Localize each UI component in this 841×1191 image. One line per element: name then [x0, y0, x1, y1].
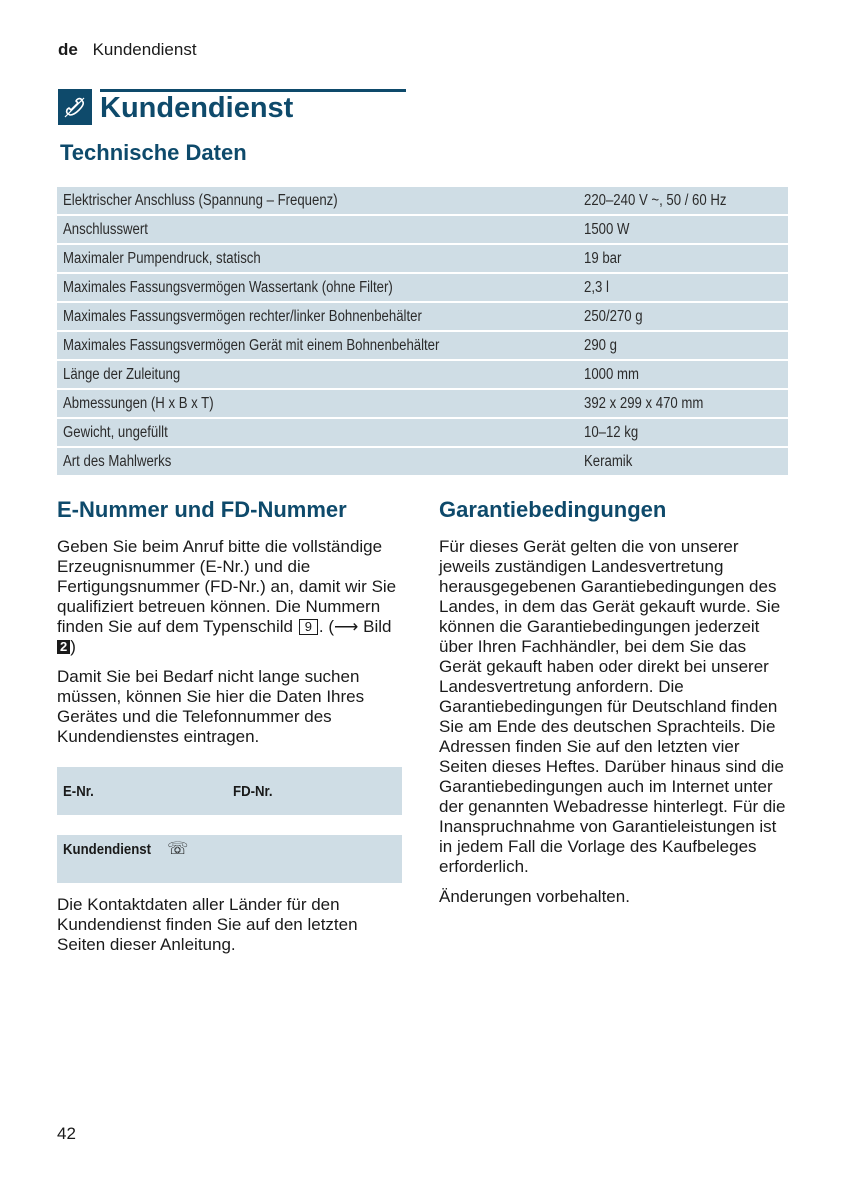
enummer-section [57, 497, 402, 965]
spec-value-text: 2,3 l [584, 278, 609, 296]
spec-label-text: Abmessungen (H x B x T) [63, 394, 214, 412]
spec-row [57, 273, 788, 302]
spec-label [57, 418, 580, 447]
spec-label [57, 273, 580, 302]
phone-icon: ☏ [167, 839, 189, 858]
spec-row [57, 360, 788, 389]
spec-row [57, 187, 788, 215]
spec-label [57, 215, 580, 244]
fd-nr-label: FD-Nr. [233, 782, 273, 800]
service-entry-field[interactable] [57, 835, 402, 883]
spec-label [57, 187, 580, 215]
spec-value-text: 392 x 299 x 470 mm [584, 394, 704, 412]
spec-value-text: 290 g [584, 336, 617, 354]
spec-value-text: 19 bar [584, 249, 622, 267]
spec-row [57, 389, 788, 418]
enummer-paragraph-3: Die Kontaktdaten aller Länder für den Kundendienst finden Sie auf den letzten Seiten dieser Anleitung. [57, 895, 358, 954]
garantie-section [439, 497, 789, 917]
spec-value [580, 360, 788, 389]
number-entry-field[interactable] [57, 767, 402, 815]
spec-label-text: Elektrischer Anschluss (Spannung – Frequenz) [63, 191, 338, 209]
spec-value [580, 187, 788, 215]
spec-label-text: Gewicht, ungefüllt [63, 423, 168, 441]
spec-label-text: Maximaler Pumpendruck, statisch [63, 249, 261, 267]
spec-value [580, 302, 788, 331]
spec-row [57, 215, 788, 244]
spec-value [580, 418, 788, 447]
spec-value [580, 215, 788, 244]
figure-ref: 2 [57, 640, 70, 654]
kundendienst-label: Kundendienst [63, 841, 151, 858]
spec-label [57, 360, 580, 389]
spec-label-text: Maximales Fassungsvermögen Wassertank (ohne Filter) [63, 278, 393, 296]
page-header [58, 40, 197, 60]
spec-value [580, 273, 788, 302]
enummer-p1-end: ) [70, 637, 76, 656]
enummer-heading: E-Nummer und FD-Nummer [57, 497, 347, 522]
spec-row [57, 447, 788, 476]
enummer-paragraph-1 [57, 537, 402, 657]
spec-label-text: Länge der Zuleitung [63, 365, 181, 383]
typenschild-ref: 9 [299, 619, 318, 635]
spec-row [57, 244, 788, 273]
page-number: 42 [57, 1124, 76, 1143]
spec-value [580, 331, 788, 360]
spec-value-text: 1500 W [584, 220, 630, 238]
spec-label [57, 447, 580, 476]
spec-value [580, 244, 788, 273]
phone-icon [58, 89, 92, 125]
enummer-p1-text: Geben Sie beim Anruf bitte die vollständige Erzeugnisnummer (E-Nr.) und die Fertigungsnummer (FD-Nr.) an, damit wir Sie qualifiziert betreuen können. Die Nummern finden Sie auf dem Typenschild [57, 537, 397, 636]
spec-value-text: 10–12 kg [584, 423, 639, 441]
enummer-p1-mid: . (⟶ Bild [318, 617, 392, 636]
spec-value [580, 447, 788, 476]
spec-label [57, 331, 580, 360]
spec-label-text: Art des Mahlwerks [63, 452, 172, 470]
spec-label-text: Maximales Fassungsvermögen Gerät mit einem Bohnenbehälter [63, 336, 440, 354]
specs-table [57, 187, 788, 477]
spec-label-text: Anschlusswert [63, 220, 148, 238]
garantie-heading: Garantiebedingungen [439, 497, 667, 522]
spec-value-text: Keramik [584, 452, 633, 470]
spec-label-text: Maximales Fassungsvermögen rechter/linker Bohnenbehälter [63, 307, 422, 325]
section-subtitle: Technische Daten [60, 140, 247, 165]
spec-row [57, 331, 788, 360]
garantie-paragraph-2: Änderungen vorbehalten. [439, 887, 630, 906]
enummer-paragraph-2: Damit Sie bei Bedarf nicht lange suchen müssen, können Sie hier die Daten Ihres Gerätes und die Telefonnummer des Kundendienstes eintragen. [57, 667, 365, 746]
garantie-paragraph-1: Für dieses Gerät gelten die von unserer jeweils zuständigen Landesvertretung herausgegebenen Garantiebedingungen des Landes, in dem das Gerät gekauft wurde. Sie können die Garantiebedingungen jederzeit über Ihren Fachhändler, bei dem Sie das Gerät gekauft haben oder direkt bei unserer Landesvertretung anfordern. Die Garantiebedingungen für Deutschland finden Sie am Ende des deutschen Sprachteils. Die Adressen finden Sie auf den letzten vier Seiten dieses Heftes. Darüber hinaus sind die Garantiebedingungen auch im Internet unter der genannten Webadresse hinterlegt. Für die Inanspruchnahme von Garantieleistungen ist in jedem Fall die Vorlage des Kaufbeleges erforderlich. [439, 537, 786, 876]
spec-value-text: 250/270 g [584, 307, 643, 325]
section-name: Kundendienst [92, 40, 197, 59]
spec-value [580, 389, 788, 418]
spec-label [57, 389, 580, 418]
page-title: Kundendienst [100, 92, 294, 124]
spec-value-text: 1000 mm [584, 365, 639, 383]
spec-label [57, 244, 580, 273]
spec-value-text: 220–240 V ~, 50 / 60 Hz [584, 191, 727, 209]
e-nr-label: E-Nr. [63, 782, 94, 800]
spec-label [57, 302, 580, 331]
spec-row [57, 418, 788, 447]
spec-row [57, 302, 788, 331]
language-code: de [58, 40, 78, 59]
